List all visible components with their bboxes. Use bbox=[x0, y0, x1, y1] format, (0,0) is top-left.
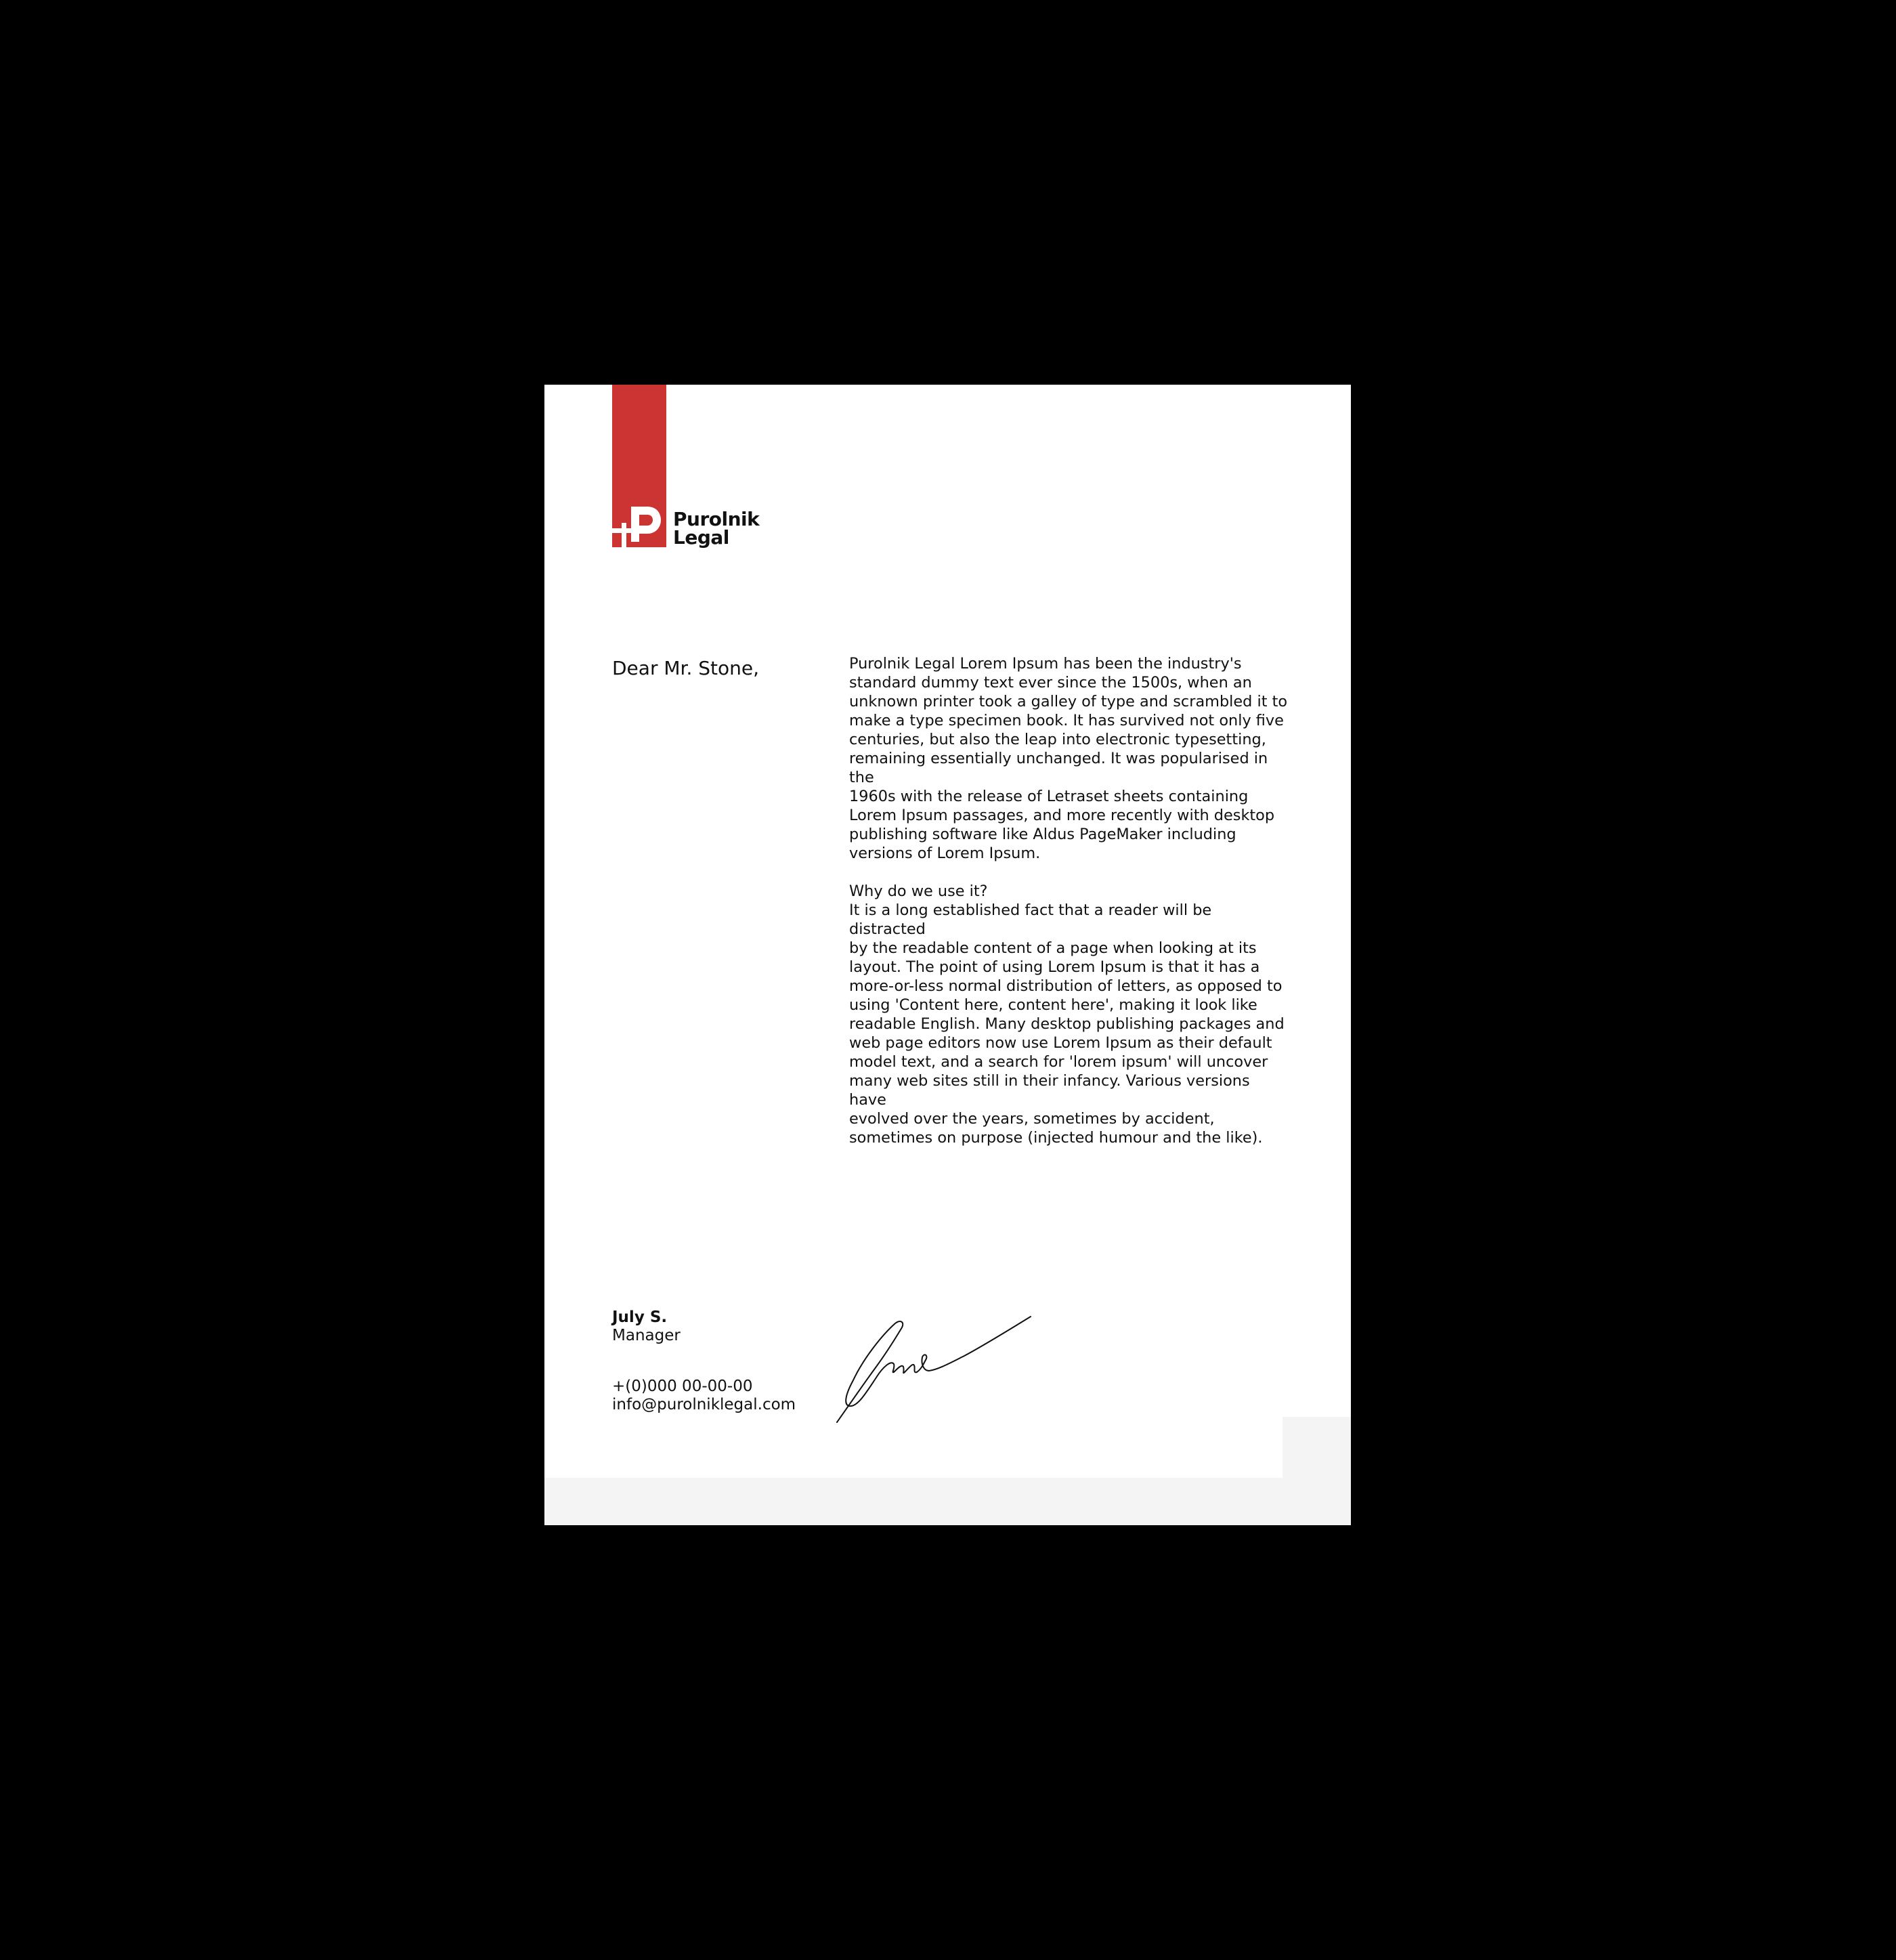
page-shadow-bottom bbox=[544, 1478, 1351, 1525]
letter-paragraph-1: Purolnik Legal Lorem Ipsum has been the industry's standard dummy text ever since the 1500s, when an unknown printer took a galley of type and scrambled it to make a type specimen book. It has survived not only five centuries, but also the leap into electronic typesetting, remaining essentially unchanged. It was popularised in the 1960s with the release of Letraset sheets containing Lorem Ipsum passages, and more recently with desktop publishing software like Aldus PageMaker including versions of Lorem Ipsum. bbox=[849, 655, 1288, 862]
letterhead-page bbox=[544, 385, 1351, 1525]
brand-wordmark bbox=[673, 510, 759, 547]
handwritten-signature-icon bbox=[829, 1292, 1032, 1428]
signatory-name: July S. bbox=[612, 1308, 668, 1326]
contact-phone: +(0)000 00-00-00 bbox=[612, 1378, 753, 1395]
signatory-role: Manager bbox=[612, 1327, 681, 1344]
contact-block bbox=[612, 1378, 796, 1414]
brand-name-line1: Purolnik bbox=[673, 508, 760, 530]
letter-subheading: Why do we use it? bbox=[849, 882, 988, 900]
paragraph-spacer bbox=[849, 863, 1289, 882]
signatory-block bbox=[612, 1308, 681, 1345]
letter-paragraph-2: It is a long established fact that a reader will be distracted by the readable content of a page when looking at its layout. The point of using Lorem Ipsum is that it has a more-or-less normal distribution of letters, as opposed to using 'Content here, content here', making it look like readable English. Many desktop publishing packages and web page editors now use Lorem Ipsum as their default model text, and a search for 'lorem ipsum' will uncover many web sites still in their infancy. Various versions have evolved over the years, sometimes by accident, sometimes on purpose (injected humour and the like). bbox=[849, 901, 1285, 1147]
letter-salutation: Dear Mr. Stone, bbox=[612, 657, 760, 679]
purolnik-logo-icon bbox=[612, 503, 666, 547]
contact-email: info@purolniklegal.com bbox=[612, 1396, 796, 1413]
letter-body bbox=[849, 654, 1289, 1147]
brand-name-line2: Legal bbox=[673, 526, 729, 549]
